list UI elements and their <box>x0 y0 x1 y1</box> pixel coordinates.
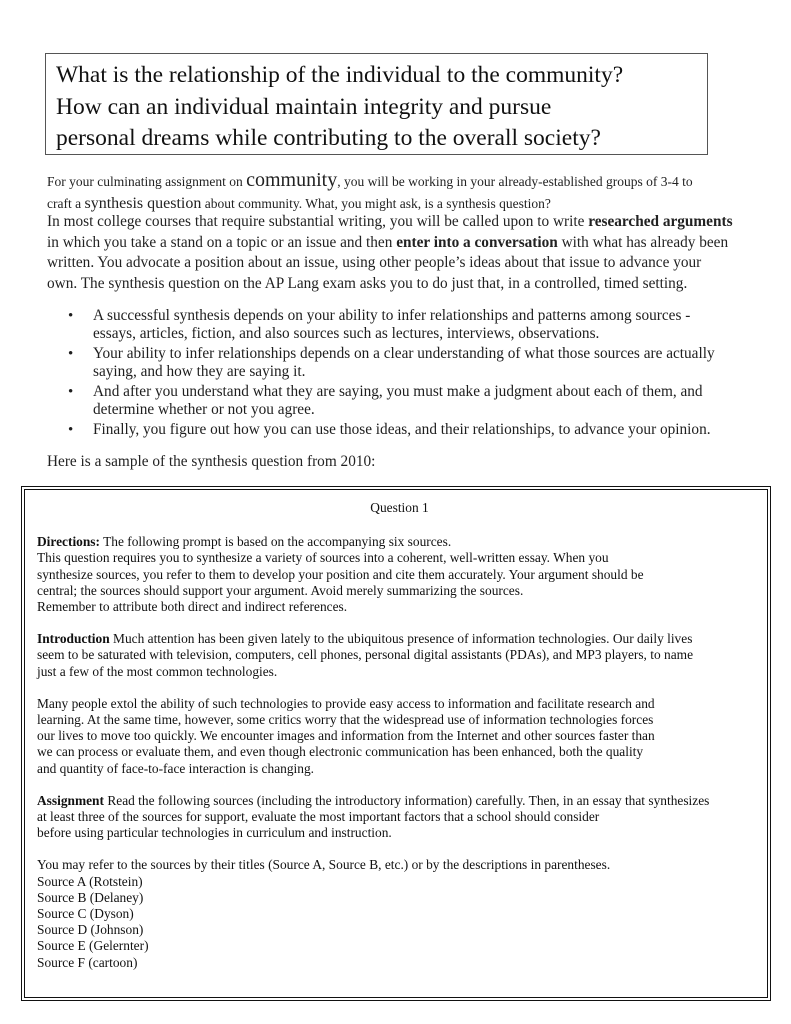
synthesis-question-phrase: synthesis question <box>84 195 202 212</box>
bullet-list <box>66 307 766 441</box>
intro-line: craft a synthesis question about community. What, you might ask, is a synthesis question? <box>47 195 551 212</box>
source-item: Source E (Gelernter) <box>37 938 149 954</box>
bullet-icon: • <box>68 308 74 324</box>
question-title: Question 1 <box>370 500 429 515</box>
list-item: • And after you understand what they are saying, you must make a judgment about each of them, and determine whether or not you agree. <box>68 383 703 418</box>
bullet-icon: • <box>68 422 74 438</box>
bullet-icon: • <box>68 384 74 400</box>
sample-question-box <box>21 486 771 1001</box>
source-item: Source F (cartoon) <box>37 954 138 970</box>
essential-question-line: personal dreams while contributing to the overall society? <box>56 125 601 151</box>
refer-line: You may refer to the sources by their titles (Source A, Source B, etc.) or by the descriptions in parentheses. <box>37 857 611 873</box>
list-item: • Your ability to infer relationships depends on a clear understanding of what those sources are actually saying, and how they are saying it. <box>68 345 715 380</box>
source-item: Source A (Rotstein) <box>37 873 143 889</box>
source-item: Source C (Dyson) <box>37 906 134 922</box>
assignment-label: Assignment <box>37 792 104 808</box>
synthesis-explanation-paragraph: In most college courses that require substantial writing, you will be called upon to write researched arguments in which you take a stand on a topic or an issue and then enter into a conversation with what has already been written. You advocate a position about an issue, using other people’s ideas about that issue to advance your own. The synthesis question on the AP Lang exam asks you to do just that, in a controlled, timed setting. <box>47 213 733 292</box>
sample-question-content: Question 1 Directions: The following prompt is based on the accompanying six sources. This question requires you to synthesize a variety of sources into a coherent, well-written essay. When you synthesize sources, you refer to them to develop your position and cite them accurately. Your argument should be central; the sources should support your argument. Avoid merely summarizing the sources. Remember to attribute both direct and indirect references. Introduction Much attention has been given lately to the ubiquitous presence of information technologies. Our daily lives seem to be saturated with television, computers, cell phones, personal digital assistants (PDAs), and MP3 players, to name just a few of the most common technologies. Many people extol the ability of such technologies to provide easy access to information and facilitate research and learning. At the same time, however, some critics worry that the widespread use of information technologies forces our lives to move too quickly. We encounter images and information from the Internet and other sources faster than we can process or evaluate them, and even though electronic communication has been enhanced, both the quality and quantity of face-to-face interaction is changing. Assignment Read the following sources (including the introductory information) carefully. Then, in an essay that synthesizes at least three of the sources for support, evaluate the most important factors that a school should consider before using particular technologies in curriculum and instruction. You may refer to the sources by their titles (Source A, Source B, etc.) or by the descriptions in parentheses. Source A (Rotstein) Source B (Delaney) Source C (Dyson) Source D (Johnson) Source E (Gelernter) Source F (cartoon) <box>37 500 762 971</box>
essential-question-line: What is the relationship of the individual to the community? <box>56 62 624 88</box>
community-word: community <box>246 169 338 191</box>
essential-questions-box <box>45 53 708 155</box>
introduction-label: Introduction <box>37 631 110 647</box>
source-item: Source B (Delaney) <box>37 889 144 905</box>
essential-question-line: How can an individual maintain integrity and pursue <box>56 93 552 120</box>
list-item: • Finally, you figure out how you can use those ideas, and their relationships, to advance your opinion. <box>68 421 711 438</box>
intro-line: For your culminating assignment on community, you will be working in your already-established groups of 3-4 to <box>47 169 693 191</box>
sample-intro-line: Here is a sample of the synthesis question from 2010: <box>47 453 376 470</box>
assignment-intro <box>47 166 767 214</box>
directions-label: Directions: <box>37 534 100 550</box>
source-item: Source D (Johnson) <box>37 922 144 938</box>
list-item: • A successful synthesis depends on your ability to infer relationships and patterns among sources - essays, articles, fiction, and also sources such as lectures, interviews, observations. <box>68 307 691 342</box>
bullet-icon: • <box>68 346 74 362</box>
